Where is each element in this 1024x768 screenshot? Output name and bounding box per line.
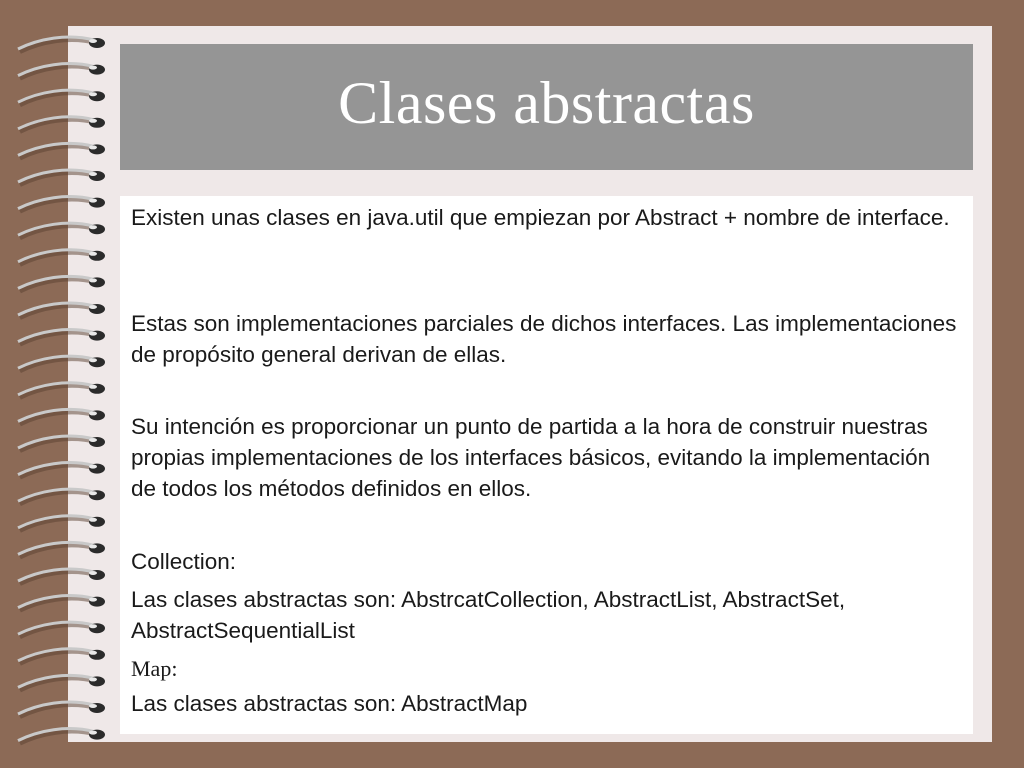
binding-ring-icon bbox=[18, 675, 105, 690]
binding-ring-icon bbox=[18, 489, 105, 504]
binding-ring-icon bbox=[18, 516, 105, 531]
binding-ring-icon bbox=[18, 117, 105, 132]
binding-ring-icon bbox=[18, 649, 105, 664]
binding-ring-icon bbox=[18, 542, 105, 557]
binding-ring-icon bbox=[18, 197, 105, 212]
slide-title: Clases abstractas bbox=[338, 69, 755, 136]
binding-ring-icon bbox=[18, 223, 105, 238]
binding-ring-icon bbox=[18, 569, 105, 584]
binding-ring-icon bbox=[18, 250, 105, 265]
binding-ring-icon bbox=[18, 356, 105, 371]
binding-ring-icon bbox=[18, 170, 105, 185]
binding-ring-icon bbox=[18, 383, 105, 398]
binding-ring-icon bbox=[18, 622, 105, 637]
binding-ring-icon bbox=[18, 303, 105, 318]
binding-ring-icon bbox=[18, 596, 105, 611]
binding-ring-icon bbox=[18, 409, 105, 424]
paragraph-purpose: Su intención es proporcionar un punto de partida a la hora de construir nuestras propias implementaciones de los interfaces básicos, evitando la implementación de todos los métodos definidos en ellos. bbox=[131, 414, 931, 501]
binding-ring-icon bbox=[18, 463, 105, 478]
map-heading: Map: bbox=[131, 656, 178, 681]
binding-ring-icon bbox=[18, 64, 105, 79]
binding-ring-icon bbox=[18, 143, 105, 158]
binding-ring-icon bbox=[18, 90, 105, 105]
collection-heading: Collection: bbox=[131, 549, 237, 574]
binding-ring-icon bbox=[18, 729, 105, 744]
paragraph-partial-implementations: Estas son implementaciones parciales de dichos interfaces. Las implementaciones de propósito general derivan de ellas. bbox=[131, 311, 957, 367]
paragraph-intro: Existen unas clases en java.util que empiezan por Abstract + nombre de interface. bbox=[131, 205, 950, 230]
binding-ring-icon bbox=[18, 330, 105, 345]
map-classes: Las clases abstractas son: AbstractMap bbox=[131, 691, 528, 716]
binding-ring-icon bbox=[18, 702, 105, 717]
binding-ring-icon bbox=[18, 276, 105, 291]
title-bar bbox=[120, 44, 973, 170]
collection-classes: Las clases abstractas son: AbstrcatCollection, AbstractList, AbstractSet, AbstractSequentialList bbox=[131, 587, 846, 643]
binding-ring-icon bbox=[18, 37, 105, 52]
content-box bbox=[120, 196, 973, 734]
spiral-binding-icon bbox=[0, 0, 130, 768]
binding-ring-icon bbox=[18, 436, 105, 451]
